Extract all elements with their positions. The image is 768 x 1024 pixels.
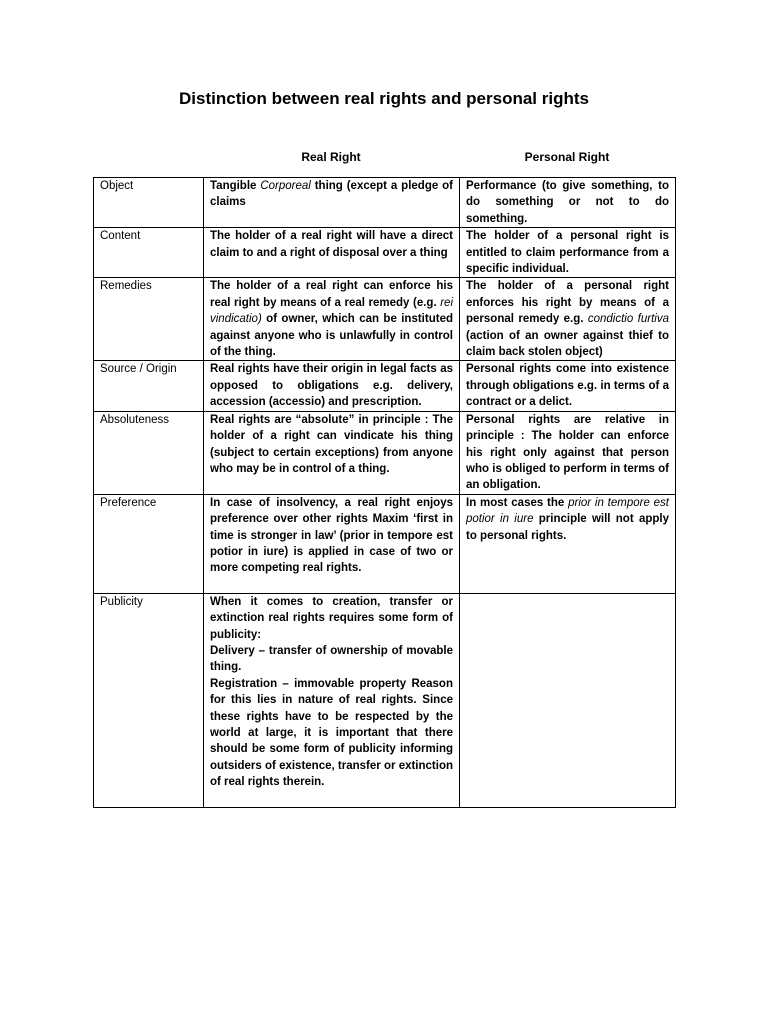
personal-right-cell: In most cases the prior in tempore est potior in iure principle will not apply to personal rights.: [460, 494, 676, 593]
publicity-paragraph: Registration – immovable property Reason for this lies in nature of real rights. Since these rights have to be respected by the world at large, it is important that there should be some form of publicity informing outsiders of existence, transfer or extinction of real rights therein.: [210, 677, 453, 789]
real-right-cell: Tangible Corporeal thing (except a pledge of claims: [204, 178, 460, 228]
row-label: Object: [94, 178, 204, 228]
personal-right-cell: The holder of a personal right enforces his right by means of a personal remedy e.g. condictio furtiva (action of an owner against thief to claim back stolen object): [460, 278, 676, 361]
row-label: Absoluteness: [94, 411, 204, 494]
table-row-content: [94, 228, 676, 278]
real-right-cell: Real rights are “absolute” in principle : The holder of a right can vindicate his thing (subject to certain exceptions) from anyone who may be in control of a thing.: [204, 411, 460, 494]
publicity-paragraph: Delivery – transfer of ownership of movable thing.: [210, 644, 453, 674]
table-row-absoluteness: [94, 411, 676, 494]
real-right-cell: The holder of a real right can enforce his real right by means of a real remedy (e.g. rei vindicatio) of owner, which can be instituted against anyone who is unlawfully in control of the thing.: [204, 278, 460, 361]
table-row-object: [94, 178, 676, 228]
row-label: Source / Origin: [94, 361, 204, 411]
table-row-preference: [94, 494, 676, 593]
real-right-cell: Real rights have their origin in legal facts as opposed to obligations e.g. delivery, accession (accessio) and prescription.: [204, 361, 460, 411]
column-header-personal-right: Personal Right: [524, 150, 610, 164]
real-right-cell: The holder of a real right will have a direct claim to and a right of disposal over a thing: [204, 228, 460, 278]
real-right-cell: [204, 593, 460, 807]
personal-right-cell: Personal rights are relative in principle : The holder can enforce his right only against that person who is obliged to perform in terms of an obligation.: [460, 411, 676, 494]
rights-comparison-table: [93, 177, 676, 808]
personal-right-cell: The holder of a personal right is entitled to claim performance from a specific individual.: [460, 228, 676, 278]
table-row-source-origin: [94, 361, 676, 411]
row-label: Publicity: [94, 593, 204, 807]
column-header-real-right: Real Right: [301, 150, 361, 164]
personal-right-cell: [460, 593, 676, 807]
table-row-remedies: [94, 278, 676, 361]
row-label: Preference: [94, 494, 204, 593]
publicity-paragraph: When it comes to creation, transfer or extinction real rights requires some form of publicity:: [210, 595, 453, 641]
personal-right-cell: Personal rights come into existence through obligations e.g. in terms of a contract or a delict.: [460, 361, 676, 411]
column-headers: [0, 150, 768, 168]
personal-right-cell: Performance (to give something, to do something or not to do something.: [460, 178, 676, 228]
row-label: Content: [94, 228, 204, 278]
real-right-cell: In case of insolvency, a real right enjoys preference over other rights Maxim ‘first in time is stronger in law’ (prior in tempore est potior in iure) is applied in case of two or more competing real rights.: [204, 494, 460, 593]
row-label: Remedies: [94, 278, 204, 361]
page-title: Distinction between real rights and personal rights: [179, 89, 589, 108]
table-row-publicity: [94, 593, 676, 807]
